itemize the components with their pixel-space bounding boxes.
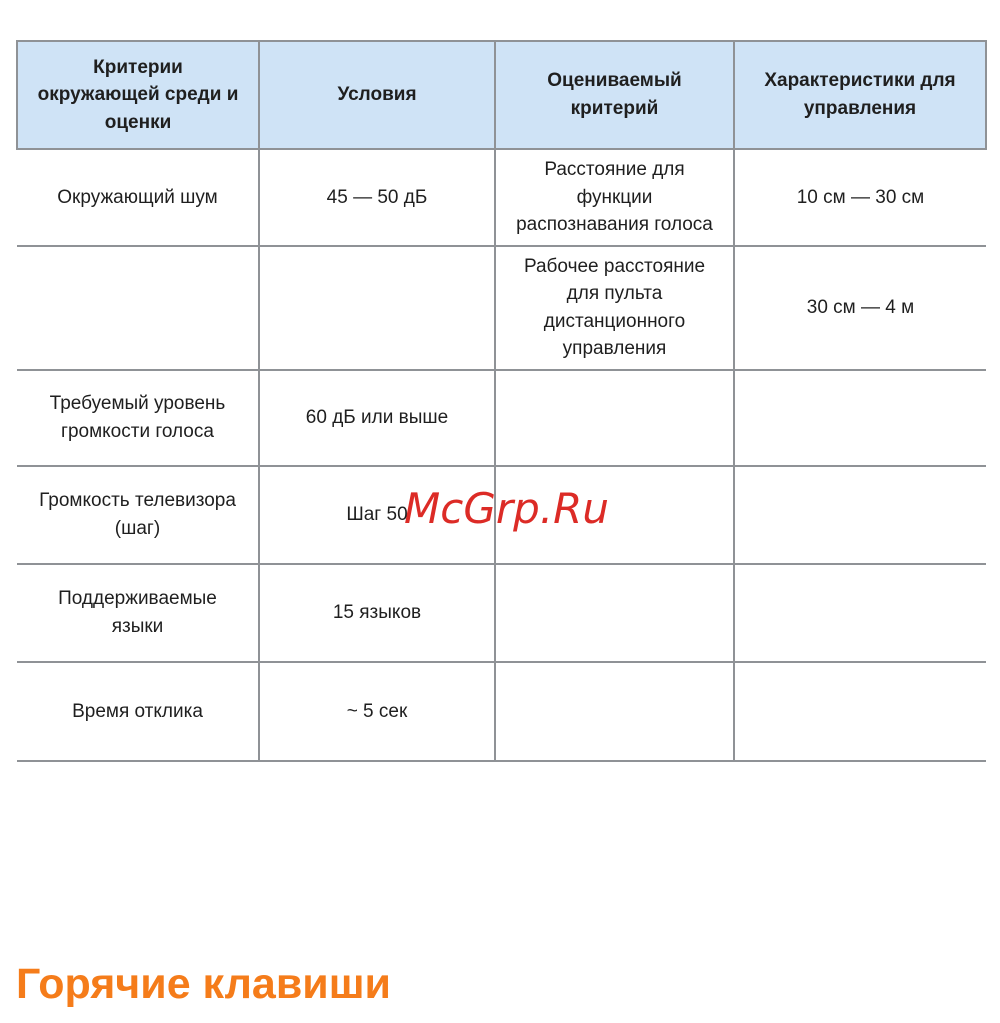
table-cell: 60 дБ или выше <box>259 370 495 466</box>
table-row <box>17 149 986 246</box>
table-cell: Шаг 50 <box>259 466 495 564</box>
table-cell: Требуемый уровень громкости голоса <box>17 370 259 466</box>
table-row <box>17 246 986 370</box>
table-cell <box>734 662 986 761</box>
table-cell <box>495 466 734 564</box>
column-header-control-characteristics: Характеристики для управления <box>734 41 986 149</box>
table-cell: Рабочее расстояние для пульта дистанционного управления <box>495 246 734 370</box>
table-cell <box>495 370 734 466</box>
table-row <box>17 466 986 564</box>
table-cell <box>734 564 986 662</box>
table-cell <box>259 246 495 370</box>
table-cell: 30 см — 4 м <box>734 246 986 370</box>
table-cell: 45 — 50 дБ <box>259 149 495 246</box>
table-row <box>17 564 986 662</box>
specs-table <box>16 40 987 762</box>
table-cell: Время отклика <box>17 662 259 761</box>
table-cell: Поддерживаемые языки <box>17 564 259 662</box>
table-cell: Громкость телевизора (шаг) <box>17 466 259 564</box>
table-cell: ~ 5 сек <box>259 662 495 761</box>
table-cell <box>17 246 259 370</box>
table-cell <box>495 564 734 662</box>
table-cell: 15 языков <box>259 564 495 662</box>
table-cell <box>495 662 734 761</box>
table-cell <box>734 370 986 466</box>
table-cell: 10 см — 30 см <box>734 149 986 246</box>
column-header-conditions: Условия <box>259 41 495 149</box>
table-cell <box>734 466 986 564</box>
column-header-evaluated-criterion: Оцениваемый критерий <box>495 41 734 149</box>
column-header-criteria: Критерии окружающей среди и оценки <box>17 41 259 149</box>
table-row <box>17 662 986 761</box>
table-header-row <box>17 41 986 149</box>
watermark: McGrp.Ru <box>404 484 609 533</box>
table-row <box>17 370 986 466</box>
section-title: Горячие клавиши <box>16 960 391 1008</box>
table-cell: Окружающий шум <box>17 149 259 246</box>
table-cell: Расстояние для функции распознавания голоса <box>495 149 734 246</box>
